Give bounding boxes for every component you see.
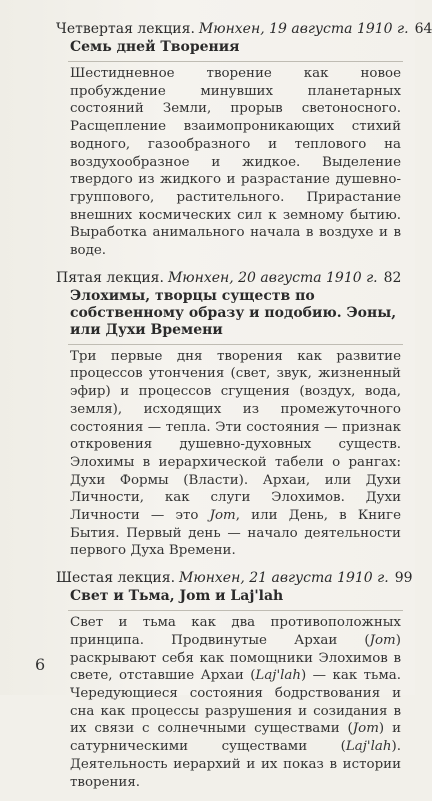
lecture-summary: Шестидневное творение как новое пробуждение минувших планетарных состояний Земли, прорыв светоносного. Расщепление взаимопроникающих стихий водного, газообразного и теплового на воздухообразное и жидкое. Выделение твердого из жидкого и разрастание душевно-группового, растительного. Прирастание внешних космических сил к земному бытию. Выработка анимального начала в воздухе и в воде. (70, 66, 401, 259)
lecture-label: Пятая лекция. (56, 269, 164, 286)
place-date: Мюнхен, 21 августа 1910 г. (179, 570, 389, 587)
lecture-label: Шестая лекция. (56, 570, 176, 587)
page-number: 82 (383, 269, 402, 286)
entry-heading (56, 270, 401, 287)
toc-entry-4 (56, 21, 432, 260)
lecture-title: Элохимы, творцы существ по собственному образу и подобию. Эоны, или Духи Времени (70, 288, 401, 343)
lecture-summary: Три первые дня творения как развитие процессов утончения (свет, звук, жизненный эфир) и процессов сгущения (воздух, вода, земля), исходящих из промежуточного состояния — тепла. Эти состояния — признак откровения душевно-духовных существ. Элохимы в иерархической табели о рангах: Духи Формы (Власти). Архаи, или Духи Личности, как слуги Элохимов. Духи Личности — это Jom, или День, в Книге Бытия. Первый день — начало деятельности первого Духа Времени. (70, 348, 401, 559)
toc-entry-6 (56, 570, 413, 791)
lecture-label: Четвертая лекция. (56, 21, 195, 37)
page-number: 64 (414, 21, 432, 37)
place-date: Мюнхен, 19 августа 1910 г. (198, 21, 409, 37)
lecture-summary: Свет и тьма как два противоположных принципа. Продвинутые Архаи (Jom) раскрывают себя как помощники Элохимов в свете, отставшие Архаи (Laj'lah) — как тьма. Чередующиеся состояния бодрствования и сна как процессы разрушения и созидания в их связи с солнечными существами (Jom) и сатурническими существами (Laj'lah). Деятельность иерархий и их показ в истории творения. (70, 615, 401, 790)
page-folio-number: 6 (35, 655, 46, 674)
toc-entry-5 (56, 270, 401, 560)
lecture-title: Семь дней Творения (70, 39, 401, 60)
entry-heading (56, 21, 432, 38)
table-of-contents (56, 21, 432, 801)
lecture-title: Свет и Тьма, Jom и Laj'lah (70, 588, 401, 609)
entry-heading (56, 570, 413, 587)
page-number: 99 (394, 570, 413, 587)
place-date: Мюнхен, 20 августа 1910 г. (167, 269, 378, 286)
